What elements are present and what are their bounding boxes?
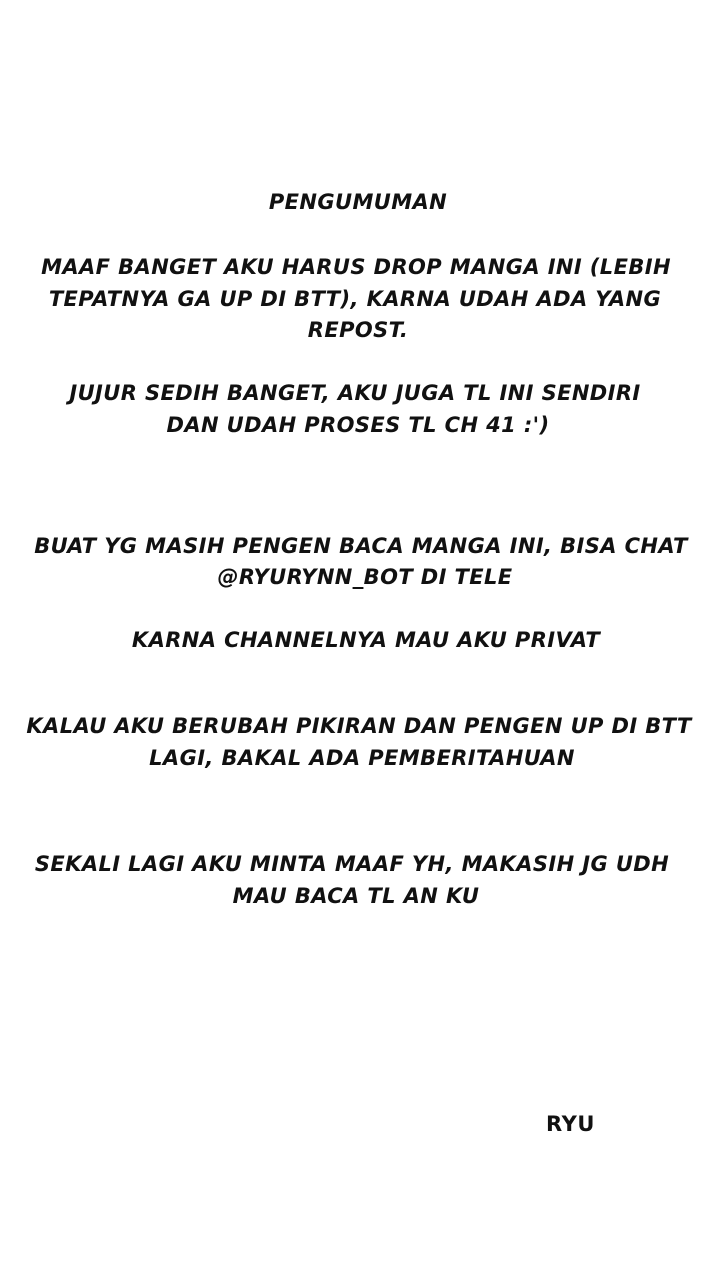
signature: RYU xyxy=(546,1112,596,1136)
